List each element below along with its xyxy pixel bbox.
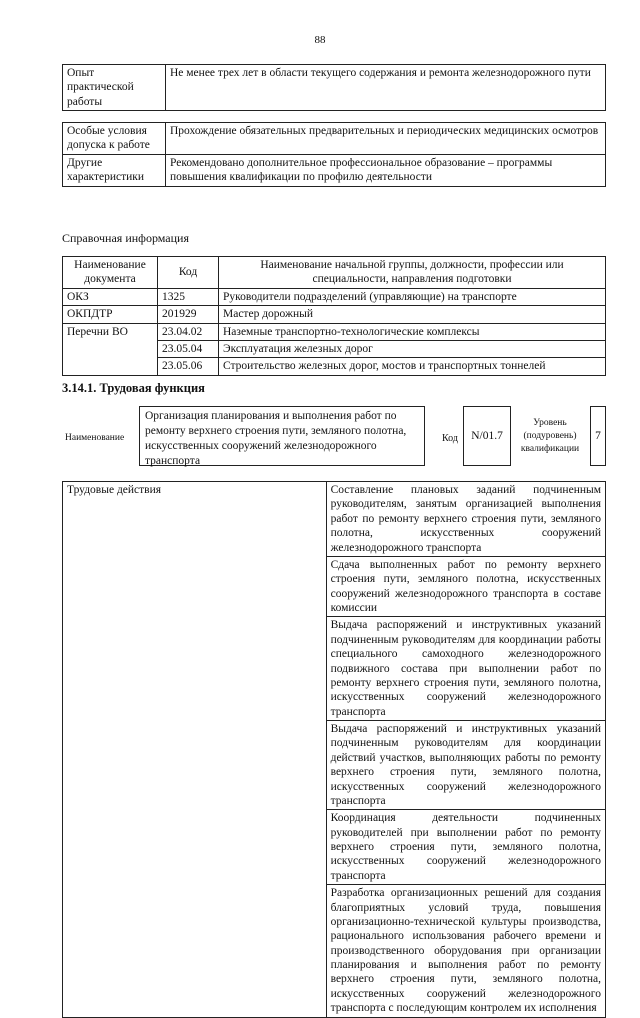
table-row xyxy=(63,154,606,186)
conditions-table xyxy=(62,122,606,187)
code-cell: 1325 xyxy=(158,288,219,305)
column-header: Код xyxy=(158,257,219,289)
name-cell: Строительство железных дорог, мостов и транспортных тоннелей xyxy=(219,358,606,375)
experience-label: Опыт практической работы xyxy=(63,65,166,111)
condition-label: Особые условия допуска к работе xyxy=(63,123,166,155)
function-code-label: Код xyxy=(442,433,458,444)
condition-value: Рекомендовано дополнительное профессиональное образование – программы повышения квалификации по профилю деятельности xyxy=(166,154,606,186)
reference-title: Справочная информация xyxy=(62,231,189,245)
table-row xyxy=(63,482,606,557)
name-cell: Руководители подразделений (управляющие) на транспорте xyxy=(219,288,606,305)
table-header-row xyxy=(63,257,606,289)
action-item: Составление плановых заданий подчиненным руководителям, занятым организацией выполнения работ по ремонту верхнего строения пути, земляного полотна, искусственных сооружений железнодорожного транспорта xyxy=(326,482,605,557)
code-cell: 201929 xyxy=(158,306,219,323)
column-header: Наименование начальной группы, должности, профессии или специальности, направления подготовки xyxy=(219,257,606,289)
column-header: Наименование документа xyxy=(63,257,158,289)
page-number: 88 xyxy=(314,34,326,46)
qualification-level-label: Уровень (подуровень) квалификации xyxy=(520,418,580,454)
table-row xyxy=(63,288,606,305)
code-cell: 23.04.02 xyxy=(158,323,219,340)
experience-value: Не менее трех лет в области текущего содержания и ремонта железнодорожного пути xyxy=(166,65,606,111)
action-item: Разработка организационных решений для создания благоприятных условий труда, повышения организационно-технической культуры производства, рационального использования рабочего времени и производственного оборудования при организации планирования и выполнения работ по ремонту верхнего строения пути, земляного полотна, искусственных сооружений железнодорожного транспорта с последующим контролем их исполнения xyxy=(326,885,605,1017)
section-title: 3.14.1. Трудовая функция xyxy=(62,381,205,395)
table-row xyxy=(63,65,606,111)
action-item: Выдача распоряжений и инструктивных указаний подчиненным руководителям для координации работы специального самоходного железнодорожного подвижного состава при выполнении работ по ремонту верхнего строения пути, земляного полотна, искусственных сооружений железнодорожного транспорта xyxy=(326,617,605,721)
action-item: Выдача распоряжений и инструктивных указаний подчиненным руководителям для координации действий участков, выполняющих работы по ремонту верхнего строения пути, земляного полотна, искусственных сооружений железнодорожного транспорта xyxy=(326,721,605,810)
code-cell: 23.05.04 xyxy=(158,340,219,357)
table-row xyxy=(63,323,606,340)
code-cell: 23.05.06 xyxy=(158,358,219,375)
actions-label: Трудовые действия xyxy=(63,482,327,1018)
table-row xyxy=(63,123,606,155)
qualification-level: 7 xyxy=(590,406,606,466)
name-cell: Мастер дорожный xyxy=(219,306,606,323)
action-item: Координация деятельности подчиненных руководителей при выполнении работ по ремонту верхнего строения пути, земляного полотна, искусственных сооружений железнодорожного транспорта xyxy=(326,810,605,885)
reference-table xyxy=(62,256,606,376)
condition-label: Другие характеристики xyxy=(63,154,166,186)
function-name-label: Наименование xyxy=(65,433,125,443)
function-name: Организация планирования и выполнения работ по ремонту верхнего строения пути, земляного полотна, искусственных сооружений железнодорожного транспорта xyxy=(139,406,425,466)
labor-actions-table xyxy=(62,481,606,1018)
table-row xyxy=(63,306,606,323)
name-cell: Наземные транспортно-технологические комплексы xyxy=(219,323,606,340)
action-item: Сдача выполненных работ по ремонту верхнего строения пути, земляного полотна, искусственных сооружений железнодорожного транспорта в составе комиссии xyxy=(326,556,605,617)
doc-cell: Перечни ВО xyxy=(63,323,158,375)
doc-cell: ОКЗ xyxy=(63,288,158,305)
experience-table xyxy=(62,64,606,111)
function-code: N/01.7 xyxy=(463,406,511,466)
condition-value: Прохождение обязательных предварительных и периодических медицинских осмотров xyxy=(166,123,606,155)
name-cell: Эксплуатация железных дорог xyxy=(219,340,606,357)
doc-cell: ОКПДТР xyxy=(63,306,158,323)
